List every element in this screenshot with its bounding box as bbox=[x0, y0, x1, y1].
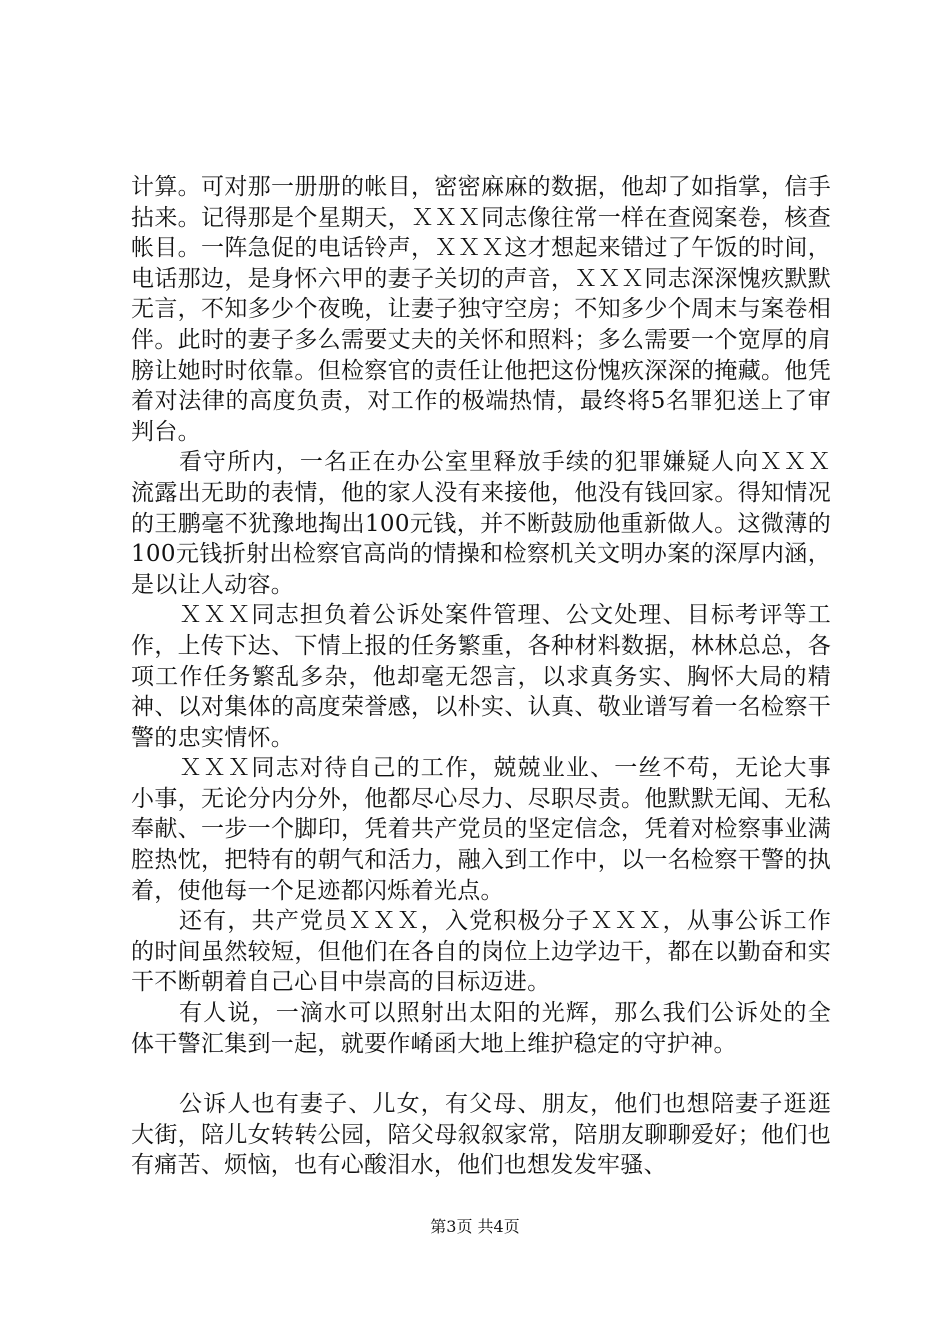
page-number-footer: 第3页 共4页 bbox=[430, 1217, 520, 1236]
paragraph-party-members: 还有，共产党员ＸＸＸ，入党积极分子ＸＸＸ，从事公诉工作的时间虽然较短，但他们在各自的岗位上边学边干，都在以勤奋和实干不断朝着自己心目中崇高的目标迈进。 bbox=[131, 908, 831, 996]
paragraph-ledger-story: 计算。可对那一册册的帐目，密密麻麻的数据，他却了如指掌，信手拈来。记得那是个星期天，ＸＸＸ同志像往常一样在查阅案卷，核查帐目。一阵急促的电话铃声，ＸＸＸ这才想起来错过了午饭的时间，电话那边，是身怀六甲的妻子关切的声音，ＸＸＸ同志深深愧疚默默无言，不知多少个夜晚，让妻子独守空房；不知多少个周末与案卷相伴。此时的妻子多么需要丈夫的关怀和照料；多么需要一个宽厚的肩膀让她时时依靠。但检察官的责任让他把这份愧疚深深的掩藏。他凭着对法律的高度负责，对工作的极端热情，最终将5名罪犯送上了审判台。 bbox=[131, 174, 831, 445]
paragraph-detention-center: 看守所内，一名正在办公室里释放手续的犯罪嫌疑人向ＸＸＸ流露出无助的表情，他的家人没有来接他，他没有钱回家。得知情况的王鹏毫不犹豫地掏出100元钱，并不断鼓励他重新做人。这微薄的100元钱折射出检察官高尚的情操和检察机关文明办案的深厚内涵，是以让人动容。 bbox=[131, 449, 831, 598]
document-body bbox=[131, 172, 831, 1181]
paragraph-case-management: ＸＸＸ同志担负着公诉处案件管理、公文处理、目标考评等工作，上传下达、下情上报的任务繁重，各种材料数据，林林总总，各项工作任务繁乱多杂，他却毫无怨言，以求真务实、胸怀大局的精神、以对集体的高度荣誉感，以朴实、认真、敬业谱写着一名检察干警的忠实情怀。 bbox=[131, 602, 831, 751]
paragraph-dedication: ＸＸＸ同志对待自己的工作，兢兢业业、一丝不苟，无论大事小事，无论分内分外，他都尽心尽力、尽职尽责。他默默无闻、无私奉献、一步一个脚印，凭着共产党员的坚定信念，凭着对检察事业满腔热忱，把特有的朝气和活力，融入到工作中，以一名检察干警的执着，使他每一个足迹都闪烁着光点。 bbox=[131, 755, 831, 904]
paragraph-water-drop: 有人说，一滴水可以照射出太阳的光辉，那么我们公诉处的全体干警汇集到一起，就要作崤函大地上维护稳定的守护神。 bbox=[131, 1000, 831, 1057]
paragraph-prosecutors-family: 公诉人也有妻子、儿女，有父母、朋友，他们也想陪妻子逛逛大街，陪儿女转转公园，陪父母叙叙家常，陪朋友聊聊爱好；他们也有痛苦、烦恼，也有心酸泪水，他们也想发发牢骚、 bbox=[131, 1091, 831, 1179]
